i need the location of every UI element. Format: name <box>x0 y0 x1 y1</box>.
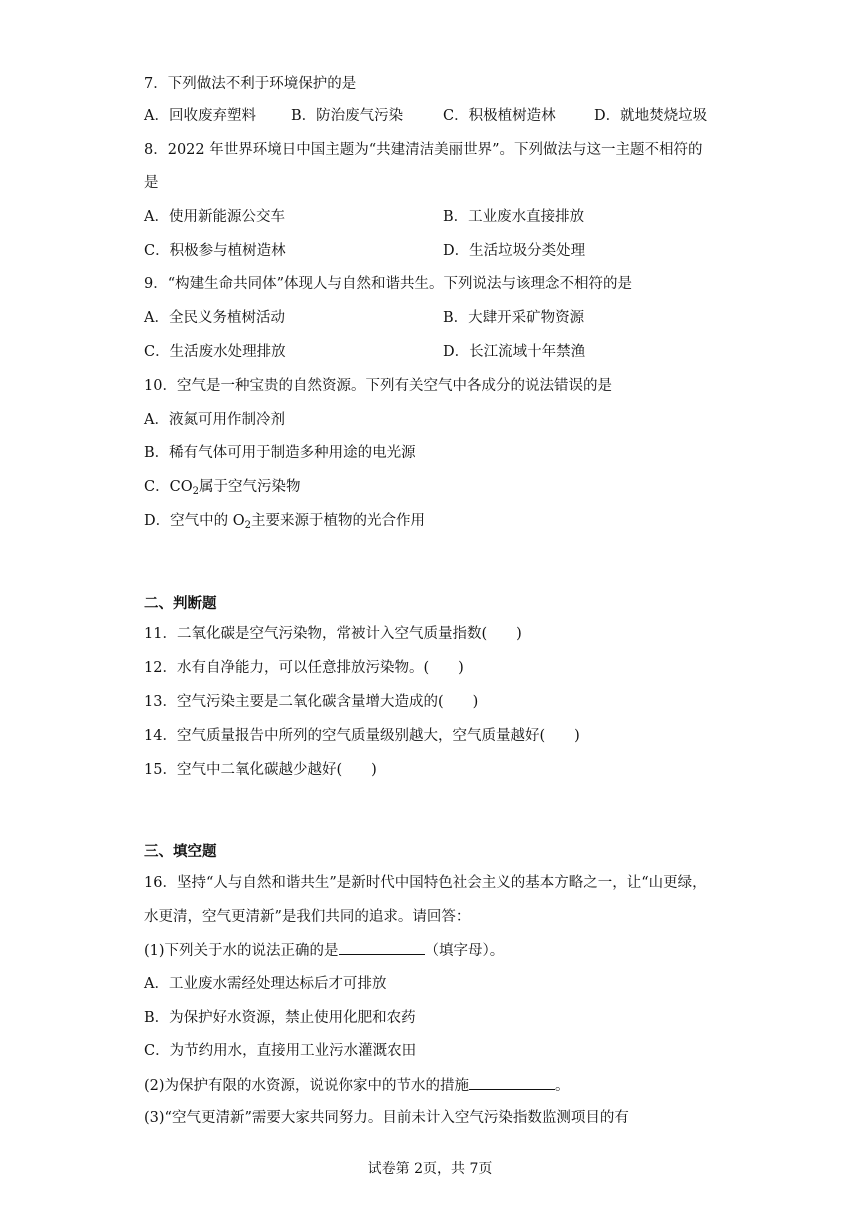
question-16-option-c: C．为节约用水，直接用工业污水灌溉农田 <box>144 1043 417 1059</box>
question-10-option-b: B．稀有气体可用于制造多种用途的电光源 <box>144 445 416 461</box>
question-16-option-b: B．为保护好水资源，禁止使用化肥和农药 <box>144 1010 416 1026</box>
answer-blank[interactable] <box>469 1075 555 1090</box>
question-8-option-d: D．生活垃圾分类处理 <box>443 243 586 259</box>
section-2-title: 二、判断题 <box>144 596 217 612</box>
option-c-prefix: C．CO <box>144 479 193 495</box>
section-3-title: 三、填空题 <box>144 844 217 860</box>
subscript-2: 2 <box>192 486 199 497</box>
question-10-option-d <box>144 511 425 536</box>
question-13: 13．空气污染主要是二氧化碳含量增大造成的( ) <box>144 694 479 710</box>
question-7-option-d: D．就地焚烧垃圾 <box>594 108 708 124</box>
answer-blank[interactable] <box>339 940 425 955</box>
part-1-text: (1)下列关于水的说法正确的是 <box>144 943 339 959</box>
question-9-option-a: A．全民义务植树活动 <box>144 310 285 326</box>
part-1-hint: （填字母）。 <box>424 943 505 959</box>
question-16-stem-cont: 水更清，空气更清新”是我们共同的追求。请回答： <box>144 909 471 925</box>
question-8-option-a: A．使用新能源公交车 <box>144 209 285 225</box>
question-15: 15．空气中二氧化碳越少越好( ) <box>144 762 377 778</box>
page-footer: 试卷第 2页，共 7页 <box>367 1161 493 1177</box>
question-8-option-c: C．积极参与植树造林 <box>144 243 286 259</box>
question-16-part-1 <box>144 940 504 961</box>
question-14: 14．空气质量报告中所列的空气质量级别越大，空气质量越好( ) <box>144 728 580 744</box>
question-16-stem: 16．坚持“人与自然和谐共生”是新时代中国特色社会主义的基本方略之一，让“山更绿， <box>144 875 707 891</box>
question-11: 11．二氧化碳是空气污染物，常被计入空气质量指数( ) <box>144 626 522 642</box>
question-16-option-a: A．工业废水需经处理达标后才可排放 <box>144 976 387 992</box>
question-12: 12．水有自净能力，可以任意排放污染物。( ) <box>144 660 464 676</box>
question-10-option-a: A．液氮可用作制冷剂 <box>144 412 285 428</box>
question-9-option-d: D．长江流域十年禁渔 <box>443 344 586 360</box>
question-7-option-b: B．防治废气污染 <box>291 108 404 124</box>
question-16-part-3: (3)“空气更清新”需要大家共同努力。目前未计入空气污染指数监测项目的有 <box>144 1110 629 1126</box>
question-10-option-c <box>144 477 300 502</box>
subscript-2: 2 <box>244 520 251 531</box>
option-c-text: 属于空气污染物 <box>198 479 301 495</box>
question-7-stem: 7．下列做法不利于环境保护的是 <box>144 76 357 92</box>
question-10-stem: 10．空气是一种宝贵的自然资源。下列有关空气中各成分的说法错误的是 <box>144 378 612 394</box>
question-8-stem-cont: 是 <box>144 175 159 191</box>
question-8-option-b: B．工业废水直接排放 <box>443 209 585 225</box>
question-16-part-2 <box>144 1075 570 1096</box>
option-d-text: 主要来源于植物的光合作用 <box>251 513 425 529</box>
option-d-prefix: D．空气中的 O <box>144 513 245 529</box>
question-9-stem: 9．“构建生命共同体”体现人与自然和谐共生。下列说法与该理念不相符的是 <box>144 276 633 292</box>
question-9-option-b: B．大肆开采矿物资源 <box>443 310 585 326</box>
question-8-stem: 8．2022 年世界环境日中国主题为“共建清洁美丽世界”。下列做法与这一主题不相符的 <box>144 142 703 158</box>
question-9-option-c: C．生活废水处理排放 <box>144 344 286 360</box>
part-2-text: (2)为保护有限的水资源，说说你家中的节水的措施 <box>144 1078 470 1094</box>
question-7-option-a: A．回收废弃塑料 <box>144 108 256 124</box>
question-7-option-c: C．积极植树造林 <box>443 108 556 124</box>
part-2-end: 。 <box>555 1078 570 1094</box>
